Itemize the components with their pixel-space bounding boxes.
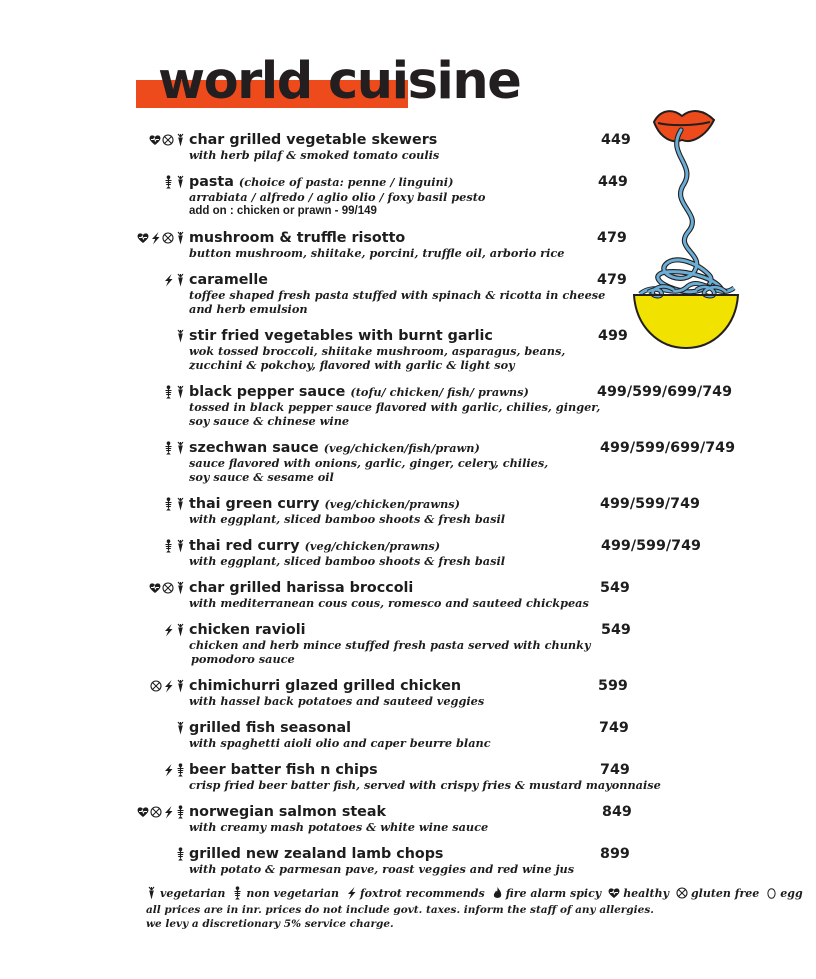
legend-label: vegetarian (160, 886, 226, 900)
item-description (189, 288, 605, 316)
item-name (189, 173, 453, 191)
item-name-text: thai red curry (189, 538, 300, 554)
description-line: with eggplant, sliced bamboo shoots & fresh basil (189, 554, 506, 568)
carrot-icon (175, 497, 186, 511)
item-options: (choice of pasta: penne / linguini) (238, 175, 454, 189)
item-name-text: mushroom & truffle risotto (189, 230, 406, 246)
item-name (189, 677, 461, 695)
item-name (189, 621, 306, 639)
item-description (189, 862, 574, 876)
carrot-icon (175, 679, 186, 693)
carrot-icon (175, 329, 186, 343)
item-description (189, 512, 505, 526)
item-description (189, 456, 548, 484)
item-price: 749 (599, 720, 629, 736)
description-line: crisp fried beer batter fish, served with crispy fries & mustard mayonnaise (189, 778, 661, 792)
item-price: 499/599/699/749 (597, 384, 733, 400)
legend-label: non vegetarian (246, 886, 339, 900)
item-icons (163, 495, 186, 513)
item-name-text: chimichurri glazed grilled chicken (189, 678, 462, 694)
heart-icon (137, 805, 149, 819)
item-price: 849 (602, 804, 632, 820)
flame-icon (492, 886, 503, 900)
item-description (189, 148, 439, 162)
item-price: 549 (601, 622, 631, 638)
description-line: and herb emulsion (189, 302, 308, 316)
item-price: 499/599/749 (600, 496, 700, 512)
fish-icon (163, 441, 174, 455)
carrot-icon (175, 581, 186, 595)
service-charge-note: we levy a discretionary 5% service charge. (146, 918, 394, 930)
noodle-bowl-illustration (626, 104, 746, 356)
legend-entry (146, 886, 225, 900)
description-line: button mushroom, shiitake, porcini, truffle oil, arborio rice (189, 246, 565, 260)
item-icons (163, 439, 186, 457)
item-name (189, 131, 437, 149)
legend-entry (766, 886, 802, 900)
bolt-icon (150, 231, 161, 245)
item-options: (veg/chicken/prawns) (324, 497, 460, 511)
heart-icon (149, 133, 161, 147)
item-price: 599 (598, 678, 628, 694)
item-options: (veg/chicken/fish/prawn) (323, 441, 480, 455)
description-line: pomodoro sauce (191, 652, 295, 666)
price-note: all prices are in inr. prices do not include govt. taxes. inform the staff of any allergies. (146, 904, 654, 916)
bolt-icon (163, 623, 174, 637)
item-icons (163, 537, 186, 555)
item-icons (163, 621, 186, 639)
item-price: 499/599/749 (601, 538, 701, 554)
description-line: zucchini & pokchoy, flavored with garlic & light soy (189, 358, 515, 372)
item-icons (149, 131, 186, 149)
item-icons (175, 845, 186, 863)
bolt-icon (346, 886, 357, 900)
carrot-icon (175, 273, 186, 287)
item-description (189, 638, 591, 666)
item-description (189, 596, 589, 610)
gluten-free-icon (162, 581, 174, 595)
item-name-text: grilled new zealand lamb chops (189, 846, 444, 862)
legend-label: fire alarm spicy (505, 886, 602, 900)
item-icons (137, 229, 186, 247)
legend-label: egg (780, 886, 803, 900)
item-price: 549 (600, 580, 630, 596)
carrot-icon (175, 539, 186, 553)
bolt-icon (163, 805, 174, 819)
description-line: sauce flavored with onions, garlic, ginger, celery, chilies, (189, 456, 549, 470)
item-name-text: stir fried vegetables with burnt garlic (189, 328, 493, 344)
description-line: with creamy mash potatoes & white wine sauce (189, 820, 489, 834)
item-description (189, 820, 488, 834)
heart-icon (137, 231, 149, 245)
item-name-text: pasta (189, 174, 234, 190)
item-icons (163, 761, 186, 779)
carrot-icon (175, 231, 186, 245)
item-name-text: black pepper sauce (189, 384, 346, 400)
title-block (136, 52, 536, 112)
fish-icon (163, 175, 174, 189)
item-options: (veg/chicken/prawns) (304, 539, 441, 553)
page-title: world cuisine (158, 52, 521, 111)
fish-icon (175, 763, 186, 777)
description-line: with eggplant, sliced bamboo shoots & fresh basil (189, 512, 506, 526)
gluten-free-icon (150, 805, 162, 819)
fish-icon (232, 886, 243, 900)
item-name (189, 271, 268, 289)
item-price: 479 (597, 230, 627, 246)
description-line: with mediterranean cous cous, romesco and sauteed chickpeas (189, 596, 589, 610)
item-name-text: caramelle (189, 272, 268, 288)
item-name (189, 803, 386, 821)
egg-icon (766, 886, 777, 900)
description-line: soy sauce & chinese wine (189, 414, 350, 428)
item-price: 479 (597, 272, 627, 288)
item-icons (137, 803, 186, 821)
item-name (189, 579, 413, 597)
carrot-icon (175, 441, 186, 455)
legend-label: gluten free (690, 886, 760, 900)
item-name (189, 761, 378, 779)
item-name (189, 845, 443, 863)
description-line: toffee shaped fresh pasta stuffed with spinach & ricotta in cheese (189, 288, 606, 302)
item-icons (149, 579, 186, 597)
item-name (189, 229, 405, 247)
description-line: with herb pilaf & smoked tomato coulis (189, 148, 440, 162)
item-icons (163, 173, 186, 191)
heart-icon (608, 886, 620, 900)
fish-icon (163, 497, 174, 511)
item-name (189, 439, 480, 457)
item-icons (163, 383, 186, 401)
item-description (189, 344, 565, 372)
description-line: tossed in black pepper sauce flavored with garlic, chilies, ginger, (189, 400, 601, 414)
item-icons (150, 677, 186, 695)
description-line: soy sauce & sesame oil (189, 470, 334, 484)
item-name (189, 383, 529, 401)
bolt-icon (163, 273, 174, 287)
description-line: with hassel back potatoes and sauteed veggies (189, 694, 485, 708)
gluten-free-icon (150, 679, 162, 693)
description-line: with potato & parmesan pave, roast veggies and red wine jus (189, 862, 575, 876)
fish-icon (175, 805, 186, 819)
item-name-text: char grilled harissa broccoli (189, 580, 414, 596)
item-description (189, 736, 491, 750)
item-description (189, 554, 505, 568)
carrot-icon (175, 721, 186, 735)
item-addon: add on : chicken or prawn - 99/149 (189, 205, 377, 217)
item-name-text: beer batter fish n chips (189, 762, 378, 778)
gluten-free-icon (162, 231, 174, 245)
legend-label: foxtrot recommends (359, 886, 485, 900)
carrot-icon (146, 886, 157, 900)
item-name-text: norwegian salmon steak (189, 804, 387, 820)
item-name-text: grilled fish seasonal (189, 720, 352, 736)
fish-icon (175, 847, 186, 861)
legend-entry (232, 886, 339, 900)
item-name (189, 537, 440, 555)
description-line: with spaghetti aioli olio and caper beurre blanc (189, 736, 491, 750)
description-line: arrabiata / alfredo / aglio olio / foxy basil pesto (189, 190, 486, 204)
description-line: chicken and herb mince stuffed fresh pasta served with chunky (189, 638, 591, 652)
legend-entry (608, 886, 669, 900)
item-price: 449 (598, 174, 628, 190)
description-line: wok tossed broccoli, shiitake mushroom, asparagus, beans, (189, 344, 566, 358)
item-options: (tofu/ chicken/ fish/ prawns) (350, 385, 529, 399)
item-price: 499/599/699/749 (600, 440, 736, 456)
legend-entry (676, 886, 759, 900)
gluten-free-icon (162, 133, 174, 147)
carrot-icon (175, 175, 186, 189)
legend-entry (346, 886, 485, 900)
item-name (189, 719, 351, 737)
item-price: 899 (600, 846, 630, 862)
heart-icon (149, 581, 161, 595)
item-description (189, 246, 564, 260)
item-price: 499 (598, 328, 628, 344)
item-price: 749 (600, 762, 630, 778)
carrot-icon (175, 623, 186, 637)
carrot-icon (175, 133, 186, 147)
bolt-icon (163, 679, 174, 693)
item-description (189, 190, 485, 218)
fish-icon (163, 385, 174, 399)
fish-icon (163, 539, 174, 553)
gluten-free-icon (676, 886, 688, 900)
bolt-icon (163, 763, 174, 777)
item-price: 449 (601, 132, 631, 148)
item-icons (163, 271, 186, 289)
legend (146, 886, 807, 900)
item-description (189, 400, 600, 428)
item-name (189, 327, 493, 345)
legend-label: healthy (623, 886, 669, 900)
item-icons (175, 327, 186, 345)
item-name-text: chicken ravioli (189, 622, 306, 638)
item-name-text: char grilled vegetable skewers (189, 132, 438, 148)
item-description (189, 694, 484, 708)
item-description (189, 778, 661, 792)
legend-entry (492, 886, 601, 900)
carrot-icon (175, 385, 186, 399)
item-name-text: thai green curry (189, 496, 320, 512)
item-name-text: szechwan sauce (189, 440, 319, 456)
item-icons (175, 719, 186, 737)
item-name (189, 495, 460, 513)
